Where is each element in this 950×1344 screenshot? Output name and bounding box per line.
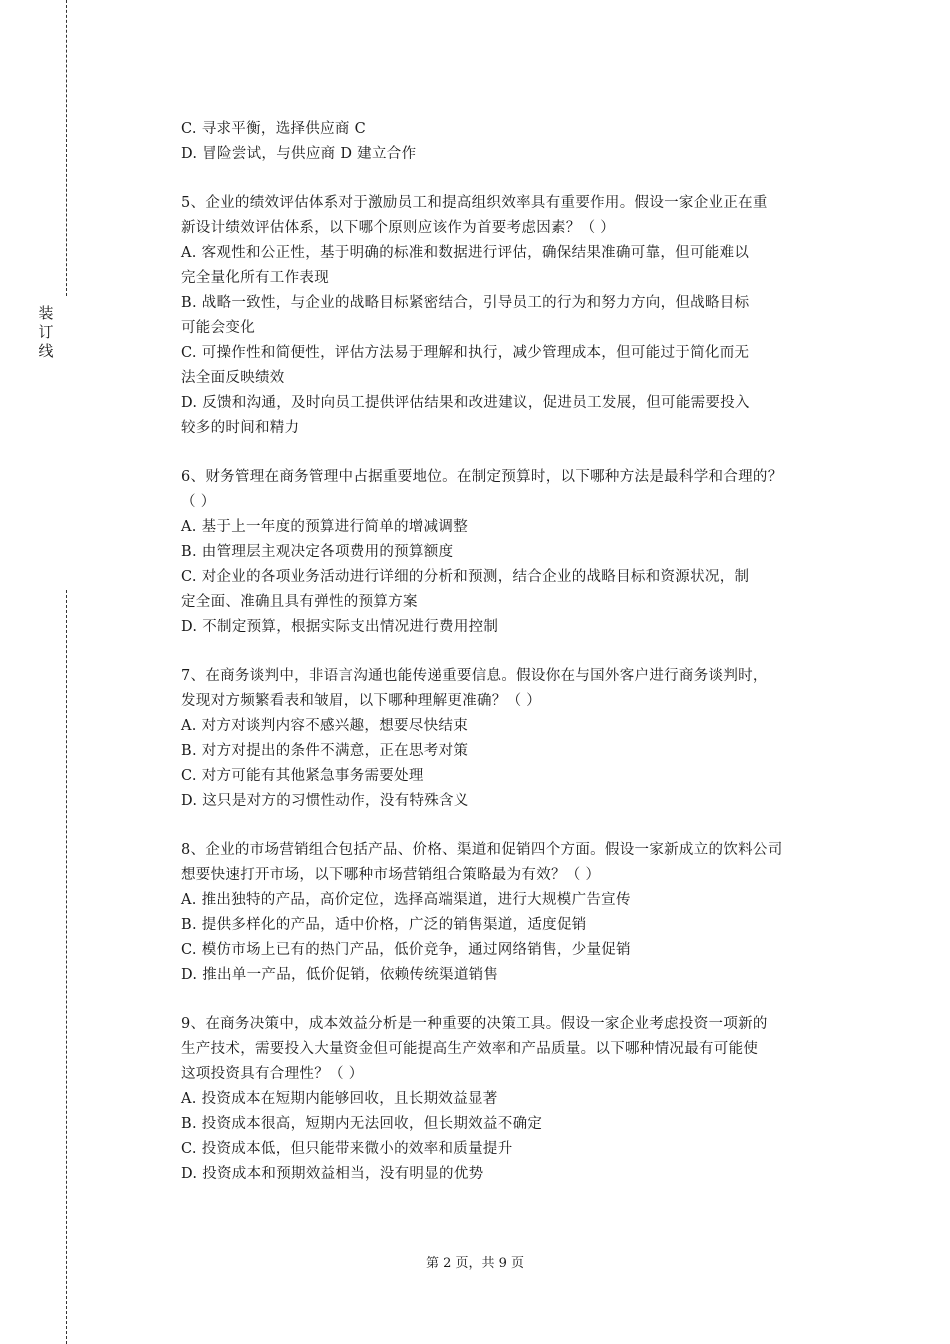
text-line: 较多的时间和精力 <box>181 420 300 436</box>
text-line: A. 推出独特的产品，高价定位，选择高端渠道，进行大规模广告宣传 <box>181 892 631 908</box>
binding-line-bottom <box>66 590 67 1344</box>
text-line: （ ） <box>181 494 216 510</box>
text-line: D. 不制定预算，根据实际支出情况进行费用控制 <box>181 619 499 635</box>
text-line: C. 模仿市场上已有的热门产品，低价竞争，通过网络销售，少量促销 <box>181 942 631 958</box>
text-line: 9、在商务决策中，成本效益分析是一种重要的决策工具。假设一家企业考虑投资一项新的 <box>181 1016 768 1032</box>
binding-char: 线 <box>38 342 54 360</box>
paragraph-gap <box>181 814 851 838</box>
text-line: B. 提供多样化的产品，适中价格，广泛的销售渠道，适度促销 <box>181 917 587 933</box>
text-line: 完全量化所有工作表现 <box>181 270 329 286</box>
text-line: D. 冒险尝试，与供应商 D 建立合作 <box>181 146 417 162</box>
text-line: 6、财务管理在商务管理中占据重要地位。在制定预算时，以下哪种方法是最科学和合理的？ <box>181 469 783 485</box>
text-line: 想要快速打开市场，以下哪种市场营销组合策略最为有效？（ ） <box>181 867 601 883</box>
text-line: D. 反馈和沟通，及时向员工提供评估结果和改进建议，促进员工发展，但可能需要投入 <box>181 395 750 411</box>
binding-line-top <box>66 0 67 296</box>
text-line: D. 这只是对方的习惯性动作，没有特殊含义 <box>181 793 469 809</box>
text-line: 生产技术，需要投入大量资金但可能提高生产效率和产品质量。以下哪种情况最有可能使 <box>181 1041 759 1057</box>
question-content <box>181 117 851 1187</box>
text-line: C. 对方可能有其他紧急事务需要处理 <box>181 768 424 784</box>
text-line: 定全面、准确且具有弹性的预算方案 <box>181 594 418 610</box>
text-line: C. 寻求平衡，选择供应商 C <box>181 121 366 137</box>
text-line: D. 推出单一产品，低价促销，依赖传统渠道销售 <box>181 967 499 983</box>
paragraph-gap <box>181 167 851 191</box>
text-line: B. 投资成本很高，短期内无法回收，但长期效益不确定 <box>181 1116 543 1132</box>
text-line: C. 投资成本低，但只能带来微小的效率和质量提升 <box>181 1141 513 1157</box>
text-line: A. 对方对谈判内容不感兴趣，想要尽快结束 <box>181 718 468 734</box>
paragraph-gap <box>181 441 851 465</box>
paragraph-gap <box>181 640 851 664</box>
text-line: D. 投资成本和预期效益相当，没有明显的优势 <box>181 1166 484 1182</box>
text-line: A. 客观性和公正性，基于明确的标准和数据进行评估，确保结果准确可靠，但可能难以 <box>181 245 750 261</box>
text-line: 法全面反映绩效 <box>181 370 285 386</box>
text-line: A. 投资成本在短期内能够回收，且长期效益显著 <box>181 1091 498 1107</box>
paragraph-gap <box>181 988 851 1012</box>
text-line: B. 对方对提出的条件不满意，正在思考对策 <box>181 743 469 759</box>
page-footer: 第 2 页，共 9 页 <box>425 1256 525 1271</box>
text-line: 新设计绩效评估体系，以下哪个原则应该作为首要考虑因素？（ ） <box>181 220 616 236</box>
text-line: B. 战略一致性，与企业的战略目标紧密结合，引导员工的行为和努力方向，但战略目标 <box>181 295 750 311</box>
binding-char: 装 <box>38 304 54 322</box>
text-line: 发现对方频繁看表和皱眉，以下哪种理解更准确？（ ） <box>181 693 542 709</box>
binding-char: 订 <box>38 323 54 341</box>
binding-label <box>36 304 56 361</box>
text-line: C. 对企业的各项业务活动进行详细的分析和预测，结合企业的战略目标和资源状况，制 <box>181 569 750 585</box>
text-line: 7、在商务谈判中，非语言沟通也能传递重要信息。假设你在与国外客户进行商务谈判时， <box>181 668 768 684</box>
text-line: 8、企业的市场营销组合包括产品、价格、渠道和促销四个方面。假设一家新成立的饮料公司 <box>181 842 783 858</box>
text-line: A. 基于上一年度的预算进行简单的增减调整 <box>181 519 468 535</box>
text-line: B. 由管理层主观决定各项费用的预算额度 <box>181 544 454 560</box>
text-line: C. 可操作性和简便性，评估方法易于理解和执行，减少管理成本，但可能过于简化而无 <box>181 345 750 361</box>
text-line: 5、企业的绩效评估体系对于激励员工和提高组织效率具有重要作用。假设一家企业正在重 <box>181 195 768 211</box>
text-line: 这项投资具有合理性？（ ） <box>181 1066 364 1082</box>
text-line: 可能会变化 <box>181 320 255 336</box>
